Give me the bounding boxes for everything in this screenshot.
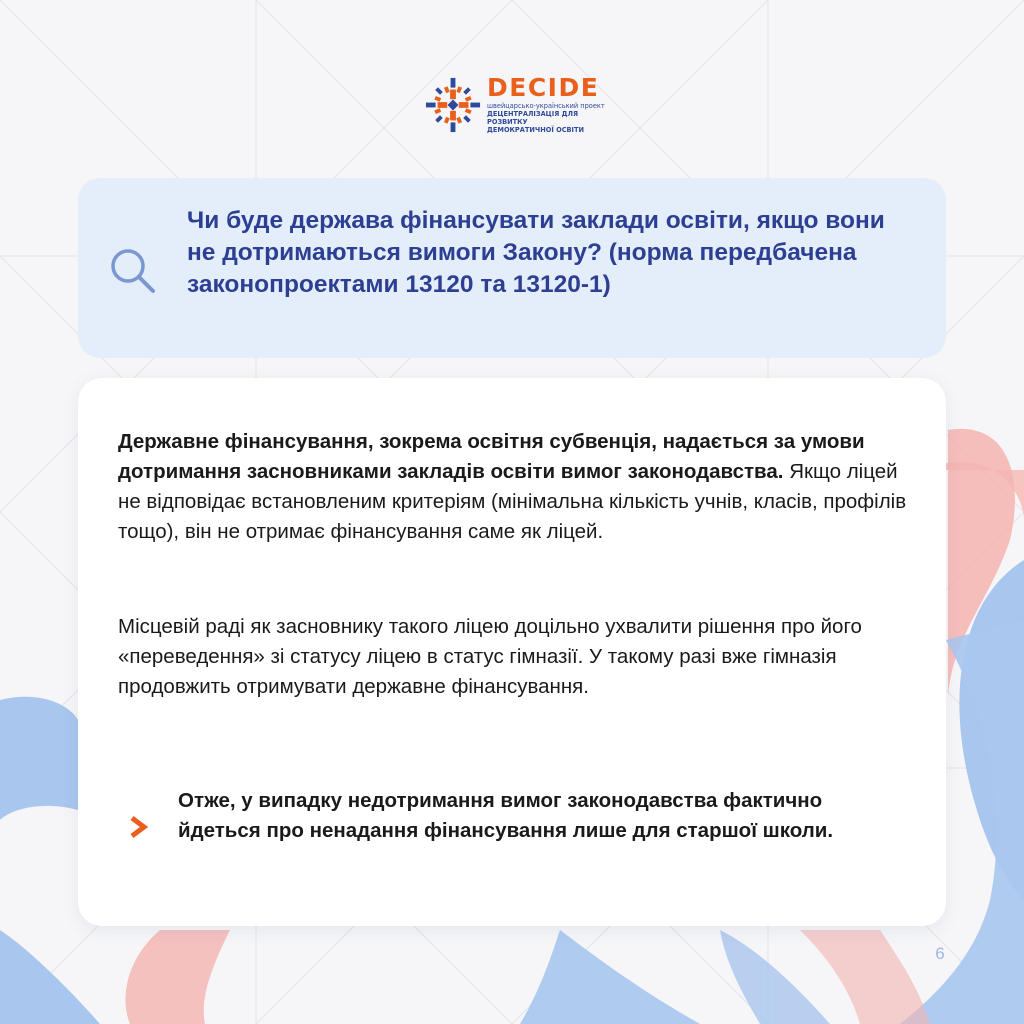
logo-subtitle-2: ДЕЦЕНТРАЛІЗАЦІЯ ДЛЯ РОЗВИТКУ — [487, 110, 579, 126]
answer-paragraph-1-rest: Якщо ліцей не відповідає встановленим критеріям (мінімальна кількість учнів, класів, профілів тощо), він не отримає фінансування саме як ліцей. — [118, 460, 907, 543]
decide-logo — [424, 74, 614, 146]
question-text: Чи буде держава фінансувати заклади освіти, якщо вони не дотримаються вимоги Закону? (норма передбачена законопроектами 13120 та 13120-1) — [187, 207, 885, 298]
search-icon — [107, 245, 159, 297]
logo-subtitle-3: ДЕМОКРАТИЧНОЇ ОСВІТИ — [487, 126, 585, 134]
answer-paragraph-1 — [118, 427, 908, 547]
answer-paragraph-1-bold: Державне фінансування, зокрема освітня субвенція, надається за умови дотримання засновниками закладів освіти вимог законодавства. — [118, 430, 865, 483]
chevron-right-icon — [128, 815, 150, 839]
logo-brand-text: DECIDE — [487, 73, 600, 102]
answer-paragraph-2: Місцевій раді як засновнику такого ліцею доцільно ухвалити рішення про його «переведення» зі статусу ліцею в статус гімназії. У такому разі вже гімназія продовжить отримувати державне фінансування. — [118, 615, 862, 698]
logo-subtitle-1: швейцарсько-український проект — [487, 102, 605, 110]
snowflake-logo-icon — [424, 76, 482, 134]
conclusion-text: Отже, у випадку недотримання вимог законодавства фактично йдеться про ненадання фінансування лише для старшої школи. — [178, 789, 834, 842]
page-number: 6 — [935, 944, 945, 963]
